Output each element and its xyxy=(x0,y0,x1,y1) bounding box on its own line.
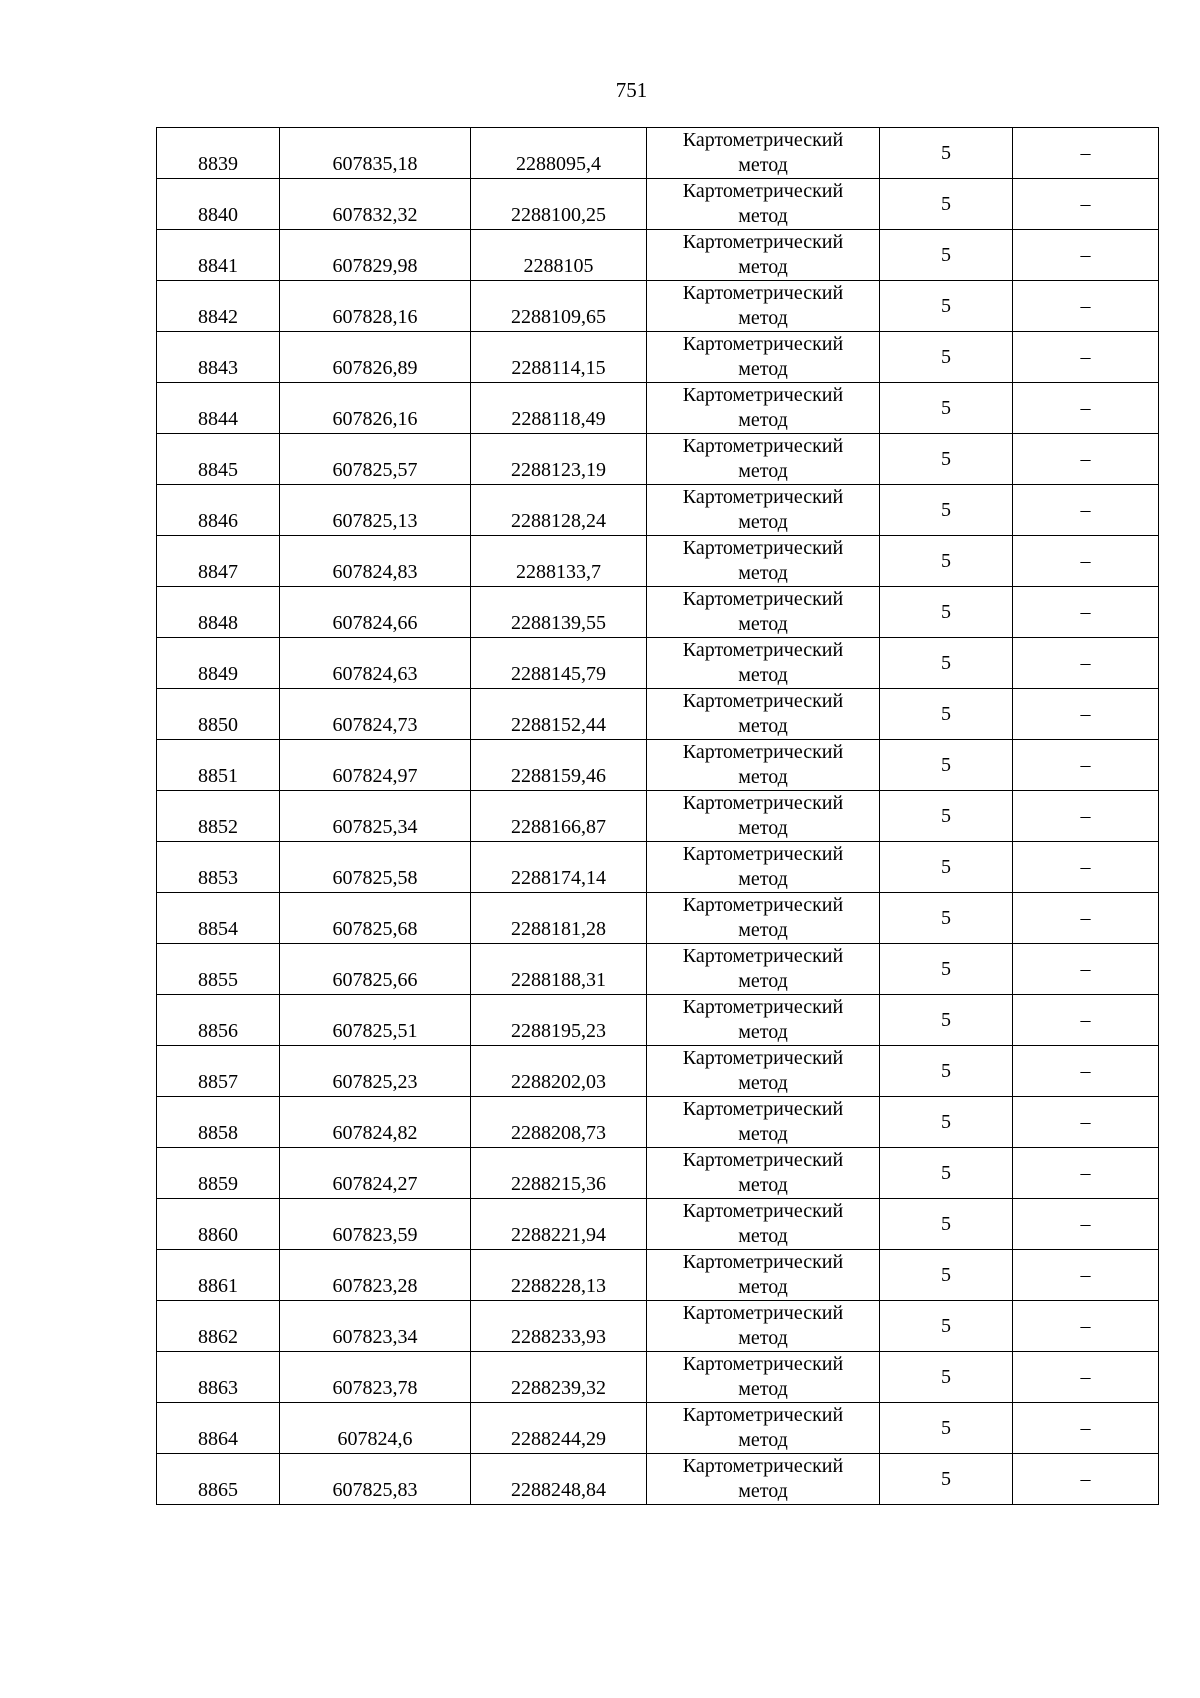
note-cell: – xyxy=(1013,1199,1159,1250)
table-row xyxy=(157,1250,1159,1301)
precision-cell: 5 xyxy=(880,1301,1013,1352)
note-cell: – xyxy=(1013,1454,1159,1505)
precision-cell: 5 xyxy=(880,842,1013,893)
method-cell xyxy=(647,383,880,434)
point-number-cell: 8858 xyxy=(157,1097,280,1148)
method-cell xyxy=(647,587,880,638)
precision-cell: 5 xyxy=(880,1199,1013,1250)
point-number-cell: 8863 xyxy=(157,1352,280,1403)
x-coordinate-cell: 607825,66 xyxy=(280,944,471,995)
point-number-cell: 8843 xyxy=(157,332,280,383)
y-coordinate-cell: 2288208,73 xyxy=(471,1097,647,1148)
x-coordinate-cell: 607823,34 xyxy=(280,1301,471,1352)
table-row xyxy=(157,179,1159,230)
note-cell: – xyxy=(1013,179,1159,230)
method-line-2: метод xyxy=(738,358,788,380)
x-coordinate-cell: 607823,59 xyxy=(280,1199,471,1250)
method-line-2: метод xyxy=(738,970,788,992)
y-coordinate-cell: 2288228,13 xyxy=(471,1250,647,1301)
table-row xyxy=(157,842,1159,893)
method-line-2: метод xyxy=(738,409,788,431)
y-coordinate-cell: 2288152,44 xyxy=(471,689,647,740)
coordinates-table xyxy=(156,127,1159,1505)
table-row xyxy=(157,638,1159,689)
note-cell: – xyxy=(1013,1046,1159,1097)
method-line-1: Картометрический xyxy=(682,1098,844,1120)
x-coordinate-cell: 607825,13 xyxy=(280,485,471,536)
point-number-cell: 8851 xyxy=(157,740,280,791)
method-cell xyxy=(647,638,880,689)
method-line-1: Картометрический xyxy=(682,1149,844,1171)
point-number-cell: 8852 xyxy=(157,791,280,842)
method-line-2: метод xyxy=(738,562,788,584)
note-cell: – xyxy=(1013,944,1159,995)
method-line-2: метод xyxy=(738,1429,788,1451)
precision-cell: 5 xyxy=(880,1046,1013,1097)
method-line-1: Картометрический xyxy=(682,996,844,1018)
table-row xyxy=(157,1301,1159,1352)
method-cell xyxy=(647,1352,880,1403)
method-line-2: метод xyxy=(738,613,788,635)
table-row xyxy=(157,536,1159,587)
method-line-1: Картометрический xyxy=(682,1353,844,1375)
point-number-cell: 8842 xyxy=(157,281,280,332)
point-number-cell: 8853 xyxy=(157,842,280,893)
table-row xyxy=(157,128,1159,179)
point-number-cell: 8848 xyxy=(157,587,280,638)
method-line-1: Картометрический xyxy=(682,384,844,406)
note-cell: – xyxy=(1013,332,1159,383)
method-cell xyxy=(647,332,880,383)
method-line-1: Картометрический xyxy=(682,1404,844,1426)
method-cell xyxy=(647,230,880,281)
x-coordinate-cell: 607835,18 xyxy=(280,128,471,179)
method-cell xyxy=(647,1301,880,1352)
method-cell xyxy=(647,944,880,995)
precision-cell: 5 xyxy=(880,893,1013,944)
note-cell: – xyxy=(1013,893,1159,944)
method-line-1: Картометрический xyxy=(682,741,844,763)
page-number: 751 xyxy=(615,78,648,102)
x-coordinate-cell: 607828,16 xyxy=(280,281,471,332)
y-coordinate-cell: 2288202,03 xyxy=(471,1046,647,1097)
method-cell xyxy=(647,179,880,230)
table-row xyxy=(157,944,1159,995)
y-coordinate-cell: 2288133,7 xyxy=(471,536,647,587)
note-cell: – xyxy=(1013,995,1159,1046)
table-row xyxy=(157,281,1159,332)
method-line-1: Картометрический xyxy=(682,945,844,967)
table-row xyxy=(157,1454,1159,1505)
method-cell xyxy=(647,1148,880,1199)
precision-cell: 5 xyxy=(880,791,1013,842)
method-line-1: Картометрический xyxy=(682,333,844,355)
precision-cell: 5 xyxy=(880,434,1013,485)
method-line-1: Картометрический xyxy=(682,180,844,202)
y-coordinate-cell: 2288145,79 xyxy=(471,638,647,689)
method-cell xyxy=(647,1046,880,1097)
method-line-1: Картометрический xyxy=(682,894,844,916)
point-number-cell: 8839 xyxy=(157,128,280,179)
method-cell xyxy=(647,842,880,893)
note-cell: – xyxy=(1013,791,1159,842)
note-cell: – xyxy=(1013,536,1159,587)
x-coordinate-cell: 607825,83 xyxy=(280,1454,471,1505)
y-coordinate-cell: 2288181,28 xyxy=(471,893,647,944)
x-coordinate-cell: 607824,27 xyxy=(280,1148,471,1199)
table-row xyxy=(157,587,1159,638)
y-coordinate-cell: 2288118,49 xyxy=(471,383,647,434)
method-line-2: метод xyxy=(738,1123,788,1145)
precision-cell: 5 xyxy=(880,1097,1013,1148)
point-number-cell: 8861 xyxy=(157,1250,280,1301)
table-row xyxy=(157,689,1159,740)
y-coordinate-cell: 2288248,84 xyxy=(471,1454,647,1505)
point-number-cell: 8847 xyxy=(157,536,280,587)
table-row xyxy=(157,893,1159,944)
note-cell: – xyxy=(1013,1250,1159,1301)
y-coordinate-cell: 2288109,65 xyxy=(471,281,647,332)
y-coordinate-cell: 2288233,93 xyxy=(471,1301,647,1352)
x-coordinate-cell: 607825,68 xyxy=(280,893,471,944)
table-row xyxy=(157,1097,1159,1148)
y-coordinate-cell: 2288128,24 xyxy=(471,485,647,536)
point-number-cell: 8840 xyxy=(157,179,280,230)
point-number-cell: 8845 xyxy=(157,434,280,485)
point-number-cell: 8856 xyxy=(157,995,280,1046)
method-line-2: метод xyxy=(738,715,788,737)
method-line-1: Картометрический xyxy=(682,690,844,712)
y-coordinate-cell: 2288166,87 xyxy=(471,791,647,842)
precision-cell: 5 xyxy=(880,1403,1013,1454)
precision-cell: 5 xyxy=(880,485,1013,536)
method-line-2: метод xyxy=(738,511,788,533)
note-cell: – xyxy=(1013,638,1159,689)
x-coordinate-cell: 607825,34 xyxy=(280,791,471,842)
method-cell xyxy=(647,1454,880,1505)
table-row xyxy=(157,995,1159,1046)
y-coordinate-cell: 2288188,31 xyxy=(471,944,647,995)
precision-cell: 5 xyxy=(880,332,1013,383)
method-cell xyxy=(647,1199,880,1250)
method-line-2: метод xyxy=(738,919,788,941)
note-cell: – xyxy=(1013,383,1159,434)
point-number-cell: 8865 xyxy=(157,1454,280,1505)
note-cell: – xyxy=(1013,434,1159,485)
note-cell: – xyxy=(1013,587,1159,638)
x-coordinate-cell: 607824,73 xyxy=(280,689,471,740)
method-line-2: метод xyxy=(738,460,788,482)
table-row xyxy=(157,332,1159,383)
y-coordinate-cell: 2288195,23 xyxy=(471,995,647,1046)
x-coordinate-cell: 607832,32 xyxy=(280,179,471,230)
table-row xyxy=(157,1199,1159,1250)
point-number-cell: 8850 xyxy=(157,689,280,740)
method-line-1: Картометрический xyxy=(682,792,844,814)
method-line-2: метод xyxy=(738,1072,788,1094)
method-line-2: метод xyxy=(738,1480,788,1502)
method-cell xyxy=(647,536,880,587)
method-line-2: метод xyxy=(738,205,788,227)
method-line-2: метод xyxy=(738,817,788,839)
x-coordinate-cell: 607824,63 xyxy=(280,638,471,689)
x-coordinate-cell: 607825,23 xyxy=(280,1046,471,1097)
method-cell xyxy=(647,281,880,332)
x-coordinate-cell: 607824,66 xyxy=(280,587,471,638)
precision-cell: 5 xyxy=(880,944,1013,995)
table-row xyxy=(157,230,1159,281)
method-line-2: метод xyxy=(738,766,788,788)
y-coordinate-cell: 2288215,36 xyxy=(471,1148,647,1199)
table-body xyxy=(157,128,1159,1505)
method-line-1: Картометрический xyxy=(682,129,844,151)
point-number-cell: 8855 xyxy=(157,944,280,995)
x-coordinate-cell: 607826,16 xyxy=(280,383,471,434)
table-row xyxy=(157,1046,1159,1097)
precision-cell: 5 xyxy=(880,740,1013,791)
method-line-2: метод xyxy=(738,868,788,890)
precision-cell: 5 xyxy=(880,383,1013,434)
point-number-cell: 8860 xyxy=(157,1199,280,1250)
x-coordinate-cell: 607829,98 xyxy=(280,230,471,281)
point-number-cell: 8841 xyxy=(157,230,280,281)
table-row xyxy=(157,1148,1159,1199)
x-coordinate-cell: 607826,89 xyxy=(280,332,471,383)
note-cell: – xyxy=(1013,230,1159,281)
point-number-cell: 8859 xyxy=(157,1148,280,1199)
precision-cell: 5 xyxy=(880,689,1013,740)
note-cell: – xyxy=(1013,740,1159,791)
method-line-1: Картометрический xyxy=(682,1200,844,1222)
method-cell xyxy=(647,434,880,485)
method-cell xyxy=(647,1250,880,1301)
precision-cell: 5 xyxy=(880,638,1013,689)
method-line-2: метод xyxy=(738,664,788,686)
note-cell: – xyxy=(1013,128,1159,179)
method-line-1: Картометрический xyxy=(682,282,844,304)
point-number-cell: 8854 xyxy=(157,893,280,944)
precision-cell: 5 xyxy=(880,1250,1013,1301)
method-line-2: метод xyxy=(738,256,788,278)
point-number-cell: 8846 xyxy=(157,485,280,536)
x-coordinate-cell: 607824,83 xyxy=(280,536,471,587)
method-line-2: метод xyxy=(738,154,788,176)
precision-cell: 5 xyxy=(880,1454,1013,1505)
y-coordinate-cell: 2288105 xyxy=(471,230,647,281)
method-line-2: метод xyxy=(738,1174,788,1196)
method-line-1: Картометрический xyxy=(682,1251,844,1273)
method-line-1: Картометрический xyxy=(682,639,844,661)
note-cell: – xyxy=(1013,1352,1159,1403)
method-cell xyxy=(647,995,880,1046)
table-row xyxy=(157,791,1159,842)
method-line-1: Картометрический xyxy=(682,843,844,865)
y-coordinate-cell: 2288239,32 xyxy=(471,1352,647,1403)
precision-cell: 5 xyxy=(880,536,1013,587)
y-coordinate-cell: 2288114,15 xyxy=(471,332,647,383)
point-number-cell: 8857 xyxy=(157,1046,280,1097)
method-line-1: Картометрический xyxy=(682,1047,844,1069)
y-coordinate-cell: 2288221,94 xyxy=(471,1199,647,1250)
y-coordinate-cell: 2288123,19 xyxy=(471,434,647,485)
table-row xyxy=(157,1403,1159,1454)
x-coordinate-cell: 607824,6 xyxy=(280,1403,471,1454)
method-cell xyxy=(647,1403,880,1454)
x-coordinate-cell: 607824,82 xyxy=(280,1097,471,1148)
precision-cell: 5 xyxy=(880,281,1013,332)
method-line-2: метод xyxy=(738,1378,788,1400)
table-row xyxy=(157,434,1159,485)
method-cell xyxy=(647,485,880,536)
method-cell xyxy=(647,1097,880,1148)
method-line-2: метод xyxy=(738,1276,788,1298)
x-coordinate-cell: 607823,78 xyxy=(280,1352,471,1403)
method-cell xyxy=(647,791,880,842)
precision-cell: 5 xyxy=(880,230,1013,281)
table-row xyxy=(157,740,1159,791)
table-row xyxy=(157,485,1159,536)
table-row xyxy=(157,383,1159,434)
method-line-2: метод xyxy=(738,307,788,329)
x-coordinate-cell: 607823,28 xyxy=(280,1250,471,1301)
method-cell xyxy=(647,893,880,944)
method-cell xyxy=(647,128,880,179)
precision-cell: 5 xyxy=(880,995,1013,1046)
y-coordinate-cell: 2288139,55 xyxy=(471,587,647,638)
method-line-1: Картометрический xyxy=(682,1302,844,1324)
method-cell xyxy=(647,689,880,740)
table-row xyxy=(157,1352,1159,1403)
method-cell xyxy=(647,740,880,791)
note-cell: – xyxy=(1013,281,1159,332)
note-cell: – xyxy=(1013,485,1159,536)
method-line-1: Картометрический xyxy=(682,435,844,457)
note-cell: – xyxy=(1013,1403,1159,1454)
y-coordinate-cell: 2288100,25 xyxy=(471,179,647,230)
method-line-1: Картометрический xyxy=(682,537,844,559)
precision-cell: 5 xyxy=(880,1148,1013,1199)
note-cell: – xyxy=(1013,689,1159,740)
note-cell: – xyxy=(1013,1301,1159,1352)
point-number-cell: 8849 xyxy=(157,638,280,689)
y-coordinate-cell: 2288159,46 xyxy=(471,740,647,791)
note-cell: – xyxy=(1013,842,1159,893)
note-cell: – xyxy=(1013,1148,1159,1199)
y-coordinate-cell: 2288095,4 xyxy=(471,128,647,179)
x-coordinate-cell: 607825,51 xyxy=(280,995,471,1046)
note-cell: – xyxy=(1013,1097,1159,1148)
method-line-1: Картометрический xyxy=(682,588,844,610)
x-coordinate-cell: 607825,57 xyxy=(280,434,471,485)
point-number-cell: 8862 xyxy=(157,1301,280,1352)
method-line-1: Картометрический xyxy=(682,1455,844,1477)
y-coordinate-cell: 2288174,14 xyxy=(471,842,647,893)
method-line-1: Картометрический xyxy=(682,486,844,508)
method-line-2: метод xyxy=(738,1327,788,1349)
precision-cell: 5 xyxy=(880,128,1013,179)
point-number-cell: 8844 xyxy=(157,383,280,434)
method-line-1: Картометрический xyxy=(682,231,844,253)
y-coordinate-cell: 2288244,29 xyxy=(471,1403,647,1454)
point-number-cell: 8864 xyxy=(157,1403,280,1454)
method-line-2: метод xyxy=(738,1021,788,1043)
x-coordinate-cell: 607825,58 xyxy=(280,842,471,893)
precision-cell: 5 xyxy=(880,587,1013,638)
x-coordinate-cell: 607824,97 xyxy=(280,740,471,791)
method-line-2: метод xyxy=(738,1225,788,1247)
precision-cell: 5 xyxy=(880,179,1013,230)
precision-cell: 5 xyxy=(880,1352,1013,1403)
